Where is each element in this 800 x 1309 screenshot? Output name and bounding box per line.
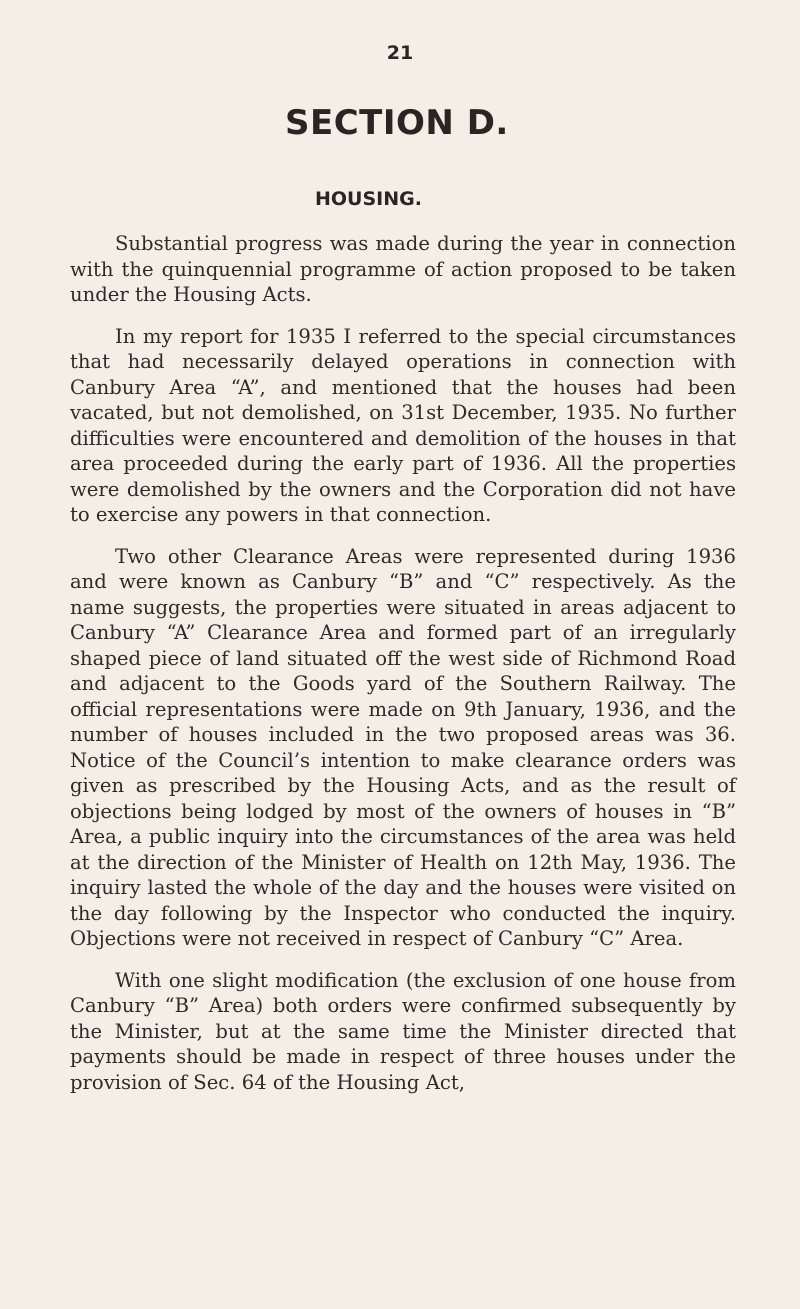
- housing-heading: HOUSING.: [315, 188, 422, 210]
- section-title: SECTION D.: [285, 103, 509, 143]
- paragraph-orders-confirmed: With one slight modification (the exclusion of one house from Canbury “B” Area) both orders were confirmed subsequently by the Minister, but at the same time the Minister directed that payments should be made in respect of three houses under the provision of Sec. 64 of the Housing Act,: [70, 968, 736, 1094]
- page-number: 21: [386, 42, 414, 64]
- body-text: [70, 231, 736, 1111]
- paragraph-canbury-a: In my report for 1935 I referred to the special circumstances that had necessarily delayed operations in connection with Canbury Area “A”, and mentioned that the houses had been vacated, but not demolished, on 31st December, 1935. No further difficulties were encountered and demolition of the houses in that area proceeded during the early part of 1936. All the properties were demolished by the owners and the Corporation did not have to exercise any powers in that connection.: [70, 324, 736, 526]
- paragraph-progress: Substantial progress was made during the year in connection with the quinquennial programme of action proposed to be taken under the Housing Acts.: [70, 232, 736, 306]
- paragraph-canbury-b-c: Two other Clearance Areas were represented during 1936 and were known as Canbury “B” and “C” respectively. As the name suggests, the properties were situated in areas adjacent to Canbury “A” Clearance Area and formed part of an irregularly shaped piece of land situated off the west side of Richmond Road and adjacent to the Goods yard of the Southern Railway. The official representations were made on 9th January, 1936, and the number of houses included in the two proposed areas was 36. Notice of the Council’s intention to make clearance orders was given as prescribed by the Housing Acts, and as the result of objections being lodged by most of the owners of houses in “B” Area, a public inquiry into the circumstances of the area was held at the direction of the Minister of Health on 12th May, 1936. The inquiry lasted the whole of the day and the houses were visited on the day following by the Inspector who conducted the inquiry. Objections were not received in respect of Canbury “C” Area.: [70, 544, 736, 950]
